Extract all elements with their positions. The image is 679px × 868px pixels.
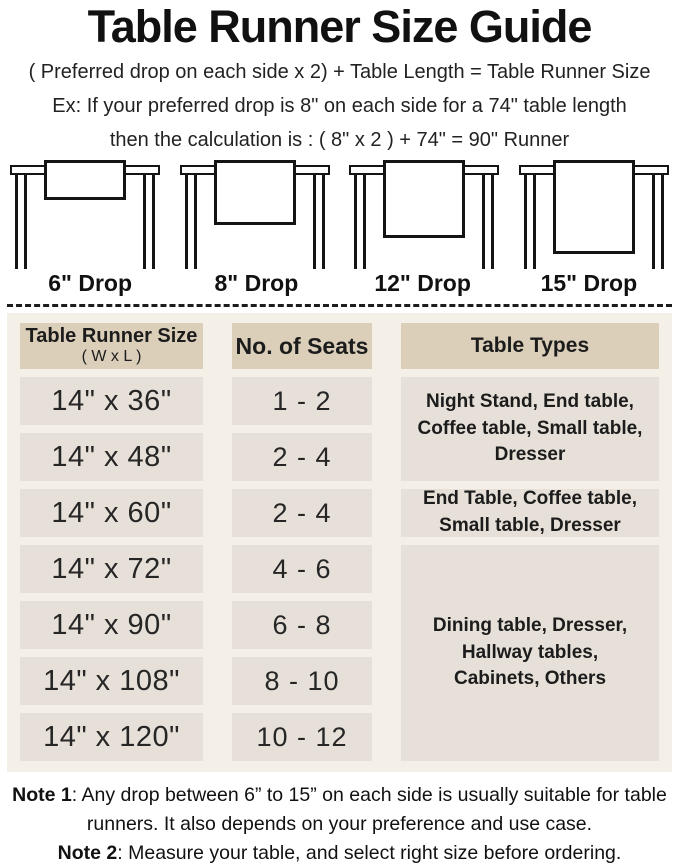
runner-rect [44,160,126,200]
table-diagram [519,158,669,270]
size-cell: 14" x 90" [20,601,203,649]
drop-label-12: 12" Drop [374,270,471,296]
table-leg-right [482,174,494,269]
header-runner-size-title: Table Runner Size [25,325,198,348]
notes-section [0,781,679,868]
size-cell: 14" x 48" [20,433,203,481]
table-leg-right [652,174,664,269]
seats-cell: 4 - 6 [232,545,372,593]
table-diagram [349,158,499,270]
seats-cell: 2 - 4 [232,489,372,537]
table-types-text: Dining table, Dresser, Hallway tables, Cabinets, Others [432,614,628,690]
drop-label-6: 6" Drop [48,270,132,296]
note-2-text: : Measure your table, and select right size before ordering. [117,842,622,864]
seats-cell: 2 - 4 [232,433,372,481]
table-types-group-medium [401,489,659,537]
runner-rect [214,160,296,225]
drop-label-15: 15" Drop [540,270,638,296]
drop-figures-row [0,158,679,270]
table-types-text: End Table, Coffee table, Small table, Dresser [423,488,637,536]
table-types-group-small [401,377,659,481]
size-table-panel [7,313,672,772]
table-leg-left [524,174,536,269]
note-2-label: Note 2 [57,842,118,864]
header-runner-size-sub: ( W x L ) [81,348,142,366]
example-line-2: then the calculation is : ( 8" x 2 ) + 74" = 90" Runner [109,129,570,151]
example-line-1: Ex: If your preferred drop is 8" on each side for a 74" table length [52,95,627,117]
table-leg-right [313,174,325,269]
header-seats: No. of Seats [232,323,372,369]
header-runner-size [20,323,203,369]
table-types-text: Night Stand, End table, Coffee table, Small table, Dresser [417,390,643,466]
page-title: Table Runner Size Guide [87,1,592,52]
drop-labels-row [7,270,672,307]
table-leg-left [354,174,366,269]
seats-cell: 8 - 10 [232,657,372,705]
runner-rect [383,160,465,238]
drop-label-8: 8" Drop [214,270,299,296]
size-cell: 14" x 108" [20,657,203,705]
size-cell: 14" x 36" [20,377,203,425]
table-leg-right [143,174,155,269]
drop-figure-6 [0,158,170,270]
size-cell: 14" x 72" [20,545,203,593]
note-1-text: : Any drop between 6” to 15” on each side is usually suitable for table runners. It also depends on your preference and use case. [71,784,667,835]
seats-cell: 10 - 12 [232,713,372,761]
runner-rect [553,160,635,254]
table-diagram [10,158,160,270]
seats-cell: 1 - 2 [232,377,372,425]
note-1-label: Note 1 [12,784,72,806]
drop-figure-12 [340,158,510,270]
drop-figure-8 [170,158,340,270]
size-cell: 14" x 60" [20,489,203,537]
seats-cell: 6 - 8 [232,601,372,649]
size-table [20,323,659,761]
header-table-types: Table Types [401,323,659,369]
table-diagram [180,158,330,270]
table-types-group-large [401,545,659,761]
drop-figure-15 [509,158,679,270]
table-leg-left [185,174,197,269]
formula-text: ( Preferred drop on each side x 2) + Table Length = Table Runner Size [28,61,651,83]
table-leg-left [15,174,27,269]
size-cell: 14" x 120" [20,713,203,761]
